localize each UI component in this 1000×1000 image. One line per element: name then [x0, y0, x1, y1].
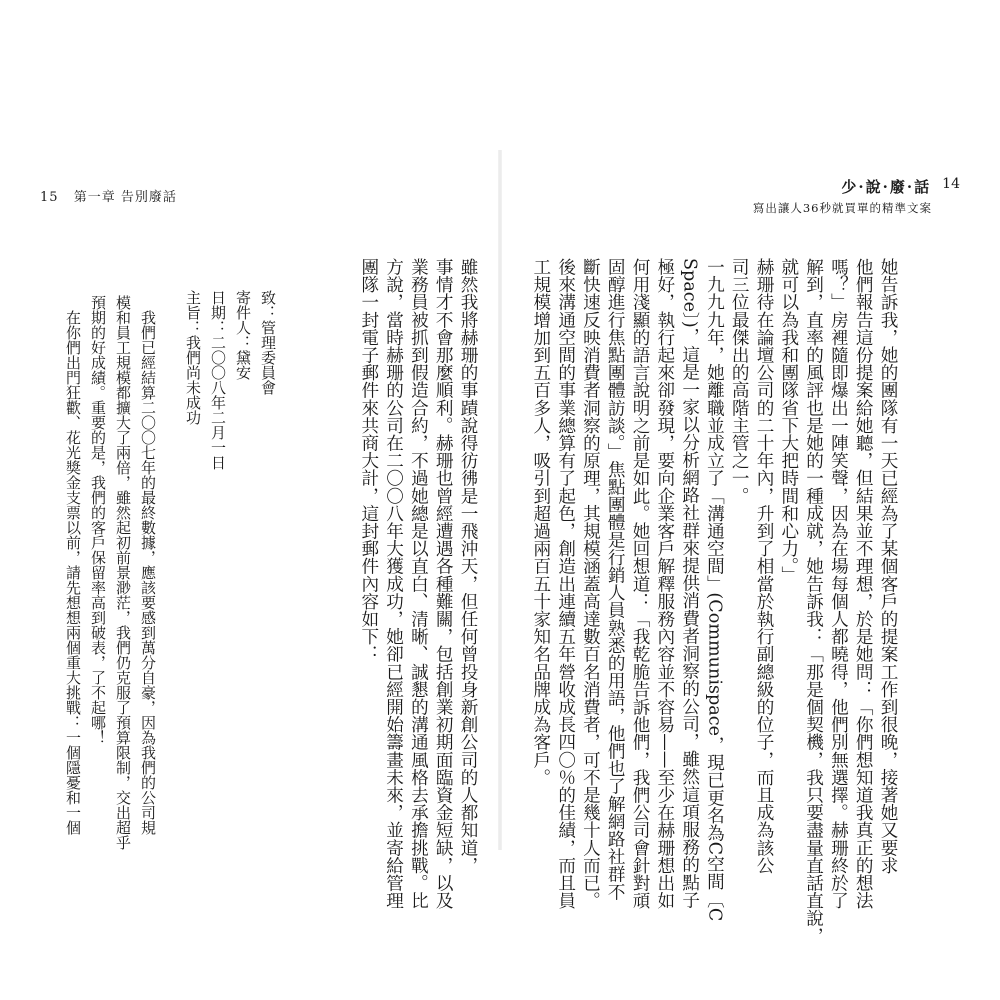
- right-page-number: 14: [942, 176, 960, 192]
- body-line: 雖然我將赫珊的事蹟說得彷彿是一飛沖天，但任何曾投身新創公司的人都知道，: [458, 258, 478, 874]
- body-line: 就可以為我和團隊省下大把時間和心力。」: [778, 258, 799, 584]
- memo-line: 模和員工規模都擴大了兩倍，雖然起初前景渺茫，我們仍克服了預算限制，交出超乎: [114, 295, 132, 850]
- right-running-head: [753, 176, 960, 216]
- memo-line: 預期的好成績。重要的是，我們的客戶保留率高到破表，了不起哪！: [89, 295, 107, 745]
- memo-from: 寄件人：黛安: [234, 290, 252, 380]
- memo-line: 在你們出門狂歡、花光獎金支票以前，請先想想兩個重大挑戰：一個隱憂和一個: [64, 310, 82, 835]
- memo-to: 致：管理委員會: [259, 290, 277, 395]
- body-line: 事情才不會那麼順利。赫珊也曾經遭遇各種難關，包括創業初期面臨資金短缺，以及: [433, 258, 454, 910]
- body-line: 赫珊待在論壇公司的二十年內，升到了相當於執行副總級的位子，而且成為該公: [754, 258, 775, 874]
- body-line: 她告訴我，她的團隊有一天已經為了某個客戶的提案工作到很晚，接著她又要求: [878, 258, 898, 874]
- body-line: 方說，當時赫珊的公司在二〇〇八年大獲成功，她卻已經開始籌畫未來，並寄給管理: [383, 258, 404, 910]
- memo-header: [180, 290, 280, 470]
- left-running-head: [40, 186, 177, 205]
- body-line: 後來溝通空間的事業總算有了起色，創造出連續五年營收成長四〇％的佳績，而且員: [555, 258, 576, 910]
- book-subtitle: 寫出讓人36秒就買單的精準文案: [752, 201, 932, 215]
- right-page-body: [528, 258, 900, 945]
- left-page-number: 15: [40, 190, 59, 205]
- body-line: 他們報告這份提案給她聽，但結果並不理想，於是她問：「你們想知道我真正的想法: [853, 258, 874, 910]
- memo-line: 我們已經結算二〇〇七年的最終數據，應該要感到萬分自豪，因為我們的公司規: [139, 310, 157, 835]
- body-line: 何用淺顯的語言說明之前是如此。她回想道：「我乾脆告訴他們，我們公司會針對頑: [630, 258, 651, 910]
- memo-body: [60, 295, 160, 850]
- body-line: 極好，執行起來卻發現，要向企業客戶解釋服務內容並不容易——至少在赫珊想出如: [654, 258, 675, 910]
- body-line: 解到，直率的風評也是她的一種成就，她告訴我：「那是個契機，我只要盡量直話直說，: [803, 258, 824, 945]
- body-line: 團隊一封電子郵件來共商大計，這封郵件內容如下：: [358, 258, 379, 663]
- body-line: 一九九九年，她離職並成立了「溝通空間」(Communispace，現已更名為C空間〔C: [704, 258, 725, 922]
- left-page-body: [356, 258, 480, 910]
- book-gutter: [498, 150, 502, 850]
- body-line: Space〕)，這是一家以分析網路社群來提供消費者洞察的公司，雖然這項服務的點子: [679, 258, 700, 909]
- memo-subject: 主旨：我們尚未成功: [184, 290, 202, 425]
- body-line: 嗎？」房裡隨即爆出一陣笑聲，因為在場每個人都曉得，他們別無選擇。赫珊終於了: [828, 258, 849, 910]
- body-line: 業務員被抓到假造合約，不過她總是以直白、清晰、誠懇的溝通風格去承擔挑戰。比: [408, 258, 429, 910]
- chapter-title: 第一章 告別廢話: [73, 190, 177, 205]
- body-line: 固醇進行焦點團體訪談。」焦點團體是行銷人員熟悉的用語，他們也了解網路社群不: [605, 258, 626, 901]
- book-title: 少·說·廢·話: [841, 178, 932, 196]
- memo-date: 日期：二〇〇八年二月一日: [209, 290, 227, 470]
- body-line: 司三位最傑出的高階主管之一。: [729, 258, 750, 505]
- body-line: 工規模增加到五百多人，吸引到超過兩百五十家知名品牌成為客戶。: [530, 258, 551, 786]
- body-line: 斷快速反映消費者洞察的原理，其規模涵蓋高達數百名消費者，可不是幾十人而已。: [580, 258, 601, 910]
